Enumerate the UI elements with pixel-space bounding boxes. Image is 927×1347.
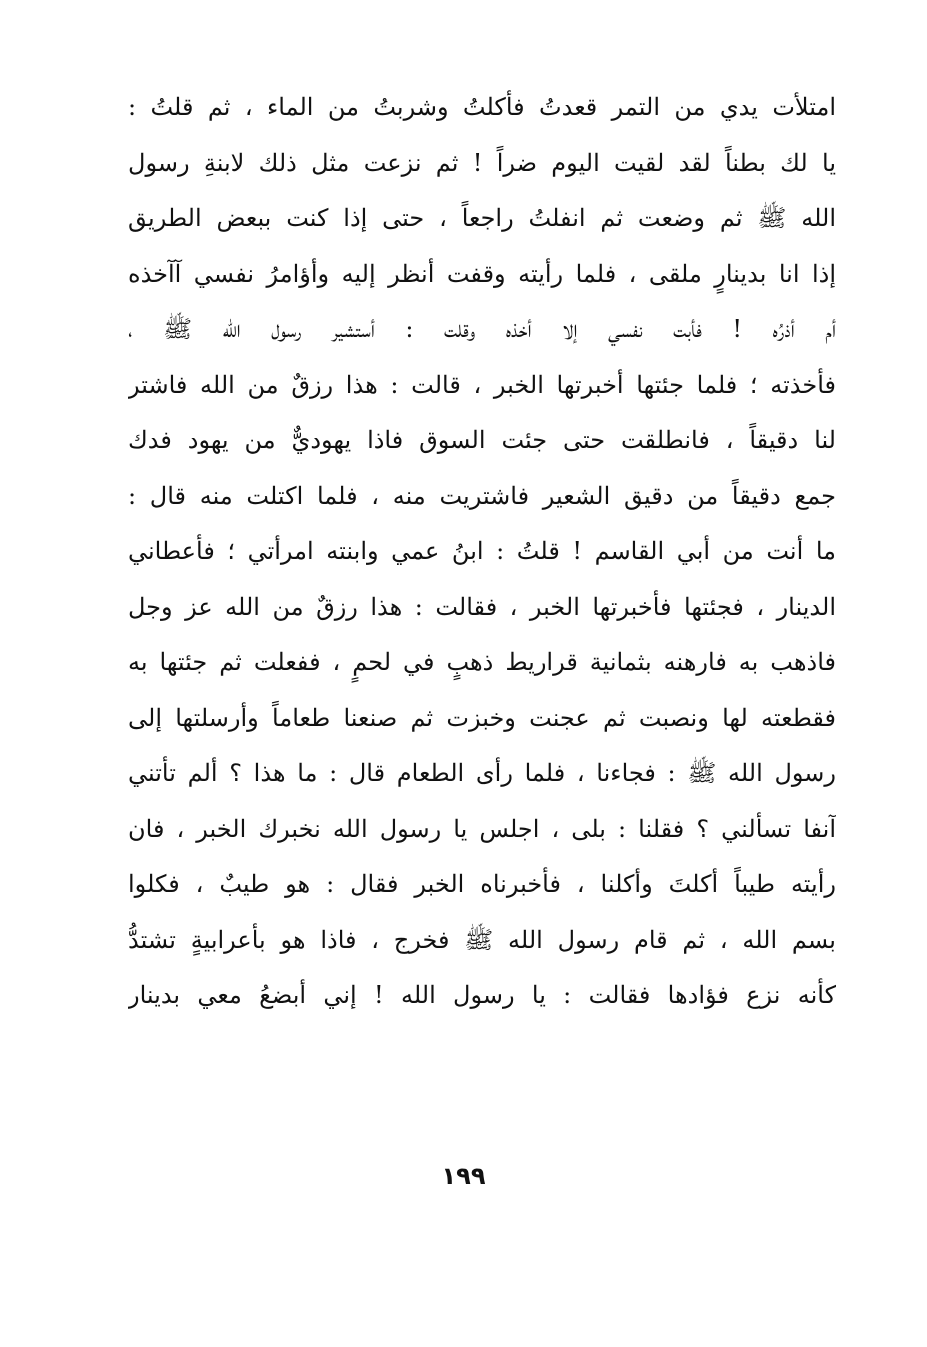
text-line-11: فاذهب به فارهنه بثمانية قراريط ذهبٍ في لحمٍ ، ففعلت ثم جئتها به [128, 648, 836, 676]
text-line-14: آنفا تسألني ؟ فقلنا : بلى ، اجلس يا رسول الله نخبرك الخبر ، فان [128, 814, 836, 843]
body-text [128, 80, 836, 1024]
text-line-16: بسم الله ، ثم قام رسول الله ﷺ فخرج ، فاذا هو بأعرابيةٍ تشتدُّ [128, 925, 836, 954]
text-line-13: رسول الله ﷺ : فجاءنا ، فلما رأى الطعام قال : ما هذا ؟ ألم تأتني [128, 759, 836, 787]
text-line-10: الدينار ، فجئتها فأخبرتها الخبر ، فقالت : هذا رزقٌ من الله عز وجل [128, 592, 836, 621]
text-line-5: أم أذرُه ! فأبت نفسي إلا أخذه وقلت : أستشير رسول الله ﷺ ، [128, 315, 836, 343]
text-line-2: يا لك بطناً لقد لقيت اليوم ضراً ! ثم نزعت مثل ذلك لابنةِ رسول [128, 148, 836, 177]
text-line-15: رأيته طيباً أكلتَ وأكلنا ، فأخبرناه الخبر فقال : هو طيبٌ ، فكلوا [128, 870, 836, 898]
text-line-3: الله ﷺ ثم وضعت ثم انفلتُ راجعاً ، حتى إذا كنت ببعض الطريق [128, 204, 836, 232]
text-line-6: فأخذته ؛ فلما جئتها أخبرتها الخبر ، قالت : هذا رزقٌ من الله فاشتر [128, 370, 836, 399]
text-line-17: كأنه نزع فؤادها فقالت : يا رسول الله ! إني أبضعُ معي بدينار [128, 981, 836, 1009]
text-line-7: لنا دقيقاً ، فانطلقت حتى جئت السوق فاذا يهوديٌّ من يهود فدك [128, 426, 836, 454]
text-line-9: ما أنت من أبي القاسم ! قلتُ : ابنُ عمي وابنته امرأتي ؛ فأعطاني [128, 537, 836, 565]
text-line-12: فقطعته لها ونصبت ثم عجنت وخبزت ثم صنعنا طعاماً وأرسلتها إلى [128, 703, 836, 732]
page-number: ١٩٩ [441, 1162, 486, 1190]
text-line-1: امتلأت يدي من التمر قعدتُ فأكلتُ وشربتُ من الماء ، ثم قلتُ : [128, 93, 836, 121]
text-line-8: جمع دقيقاً من دقيق الشعير فاشتريت منه ، فلما اكتلت منه قال : [128, 481, 836, 510]
text-line-4: إذا انا بدينارٍ ملقى ، فلما رأيته وقفت أنظر إليه وأؤامرُ نفسي آآخذه [128, 259, 836, 288]
